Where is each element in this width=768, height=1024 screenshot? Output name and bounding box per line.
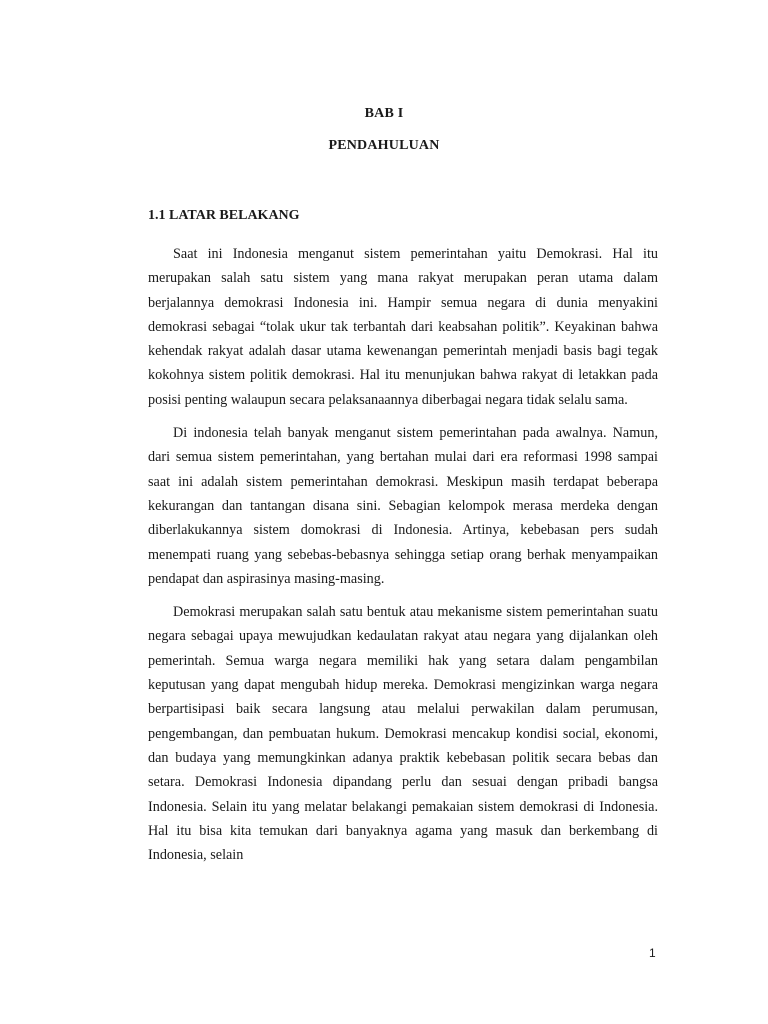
section-heading: 1.1 LATAR BELAKANG [148,208,300,223]
body-text [148,242,658,876]
chapter-title: PENDAHULUAN [328,138,440,153]
paragraph-3: Demokrasi merupakan salah satu bentuk atau mekanisme sistem pemerintahan suatu negara sebagai upaya mewujudkan kedaulatan rakyat atau negara yang dijalankan oleh pemerintah. Semua warga negara memiliki hak yang setara dalam pengambilan keputusan yang dapat mengubah hidup mereka. Demokrasi mengizinkan warga negara berpartisipasi baik secara langsung atau melalui perwakilan dalam perumusan, pengembangan, dan pembuatan hukum. Demokrasi mencakup kondisi social, ekonomi, dan budaya yang memungkinkan adanya praktik kebebasan politik secara bebas dan setara. Demokrasi Indonesia dipandang perlu dan sesuai dengan pribadi bangsa Indonesia. Selain itu yang melatar belakangi pemakaian sistem demokrasi di Indonesia. Hal itu bisa kita temukan dari banyaknya agama yang masuk dan berkembang di Indonesia, selain [148,604,658,864]
page-number: 1 [649,946,656,960]
paragraph-2: Di indonesia telah banyak menganut sistem pemerintahan pada awalnya. Namun, dari semua sistem pemerintahan, yang bertahan mulai dari era reformasi 1998 sampai saat ini adalah sistem pemerintahan demokrasi. Meskipun masih terdapat beberapa kekurangan dan tantangan disana sini. Sebagian kelompok merasa merdeka dengan diberlakukannya sistem domokrasi di Indonesia. Artinya, kebebasan pers sudah menempati ruang yang sebebas-bebasnya sehingga setiap orang berhak menyampaikan pendapat dan aspirasinya masing-masing. [148,425,658,587]
paragraph-1: Saat ini Indonesia menganut sistem pemerintahan yaitu Demokrasi. Hal itu merupakan salah satu sistem yang mana rakyat merupakan peran utama dalam berjalannya demokrasi Indonesia ini. Hampir semua negara di dunia menyakini demokrasi sebagai “tolak ukur tak terbantah dari keabsahan politik”. Keyakinan bahwa kehendak rakyat adalah dasar utama kewenangan pemerintah menjadi basis bagi tegak kokohnya sistem politik demokrasi. Hal itu menunjukan bahwa rakyat di letakkan pada posisi penting walaupun secara pelaksanaannya diberbagai negara tidak selalu sama. [148,246,658,408]
chapter-number: BAB I [364,106,404,121]
